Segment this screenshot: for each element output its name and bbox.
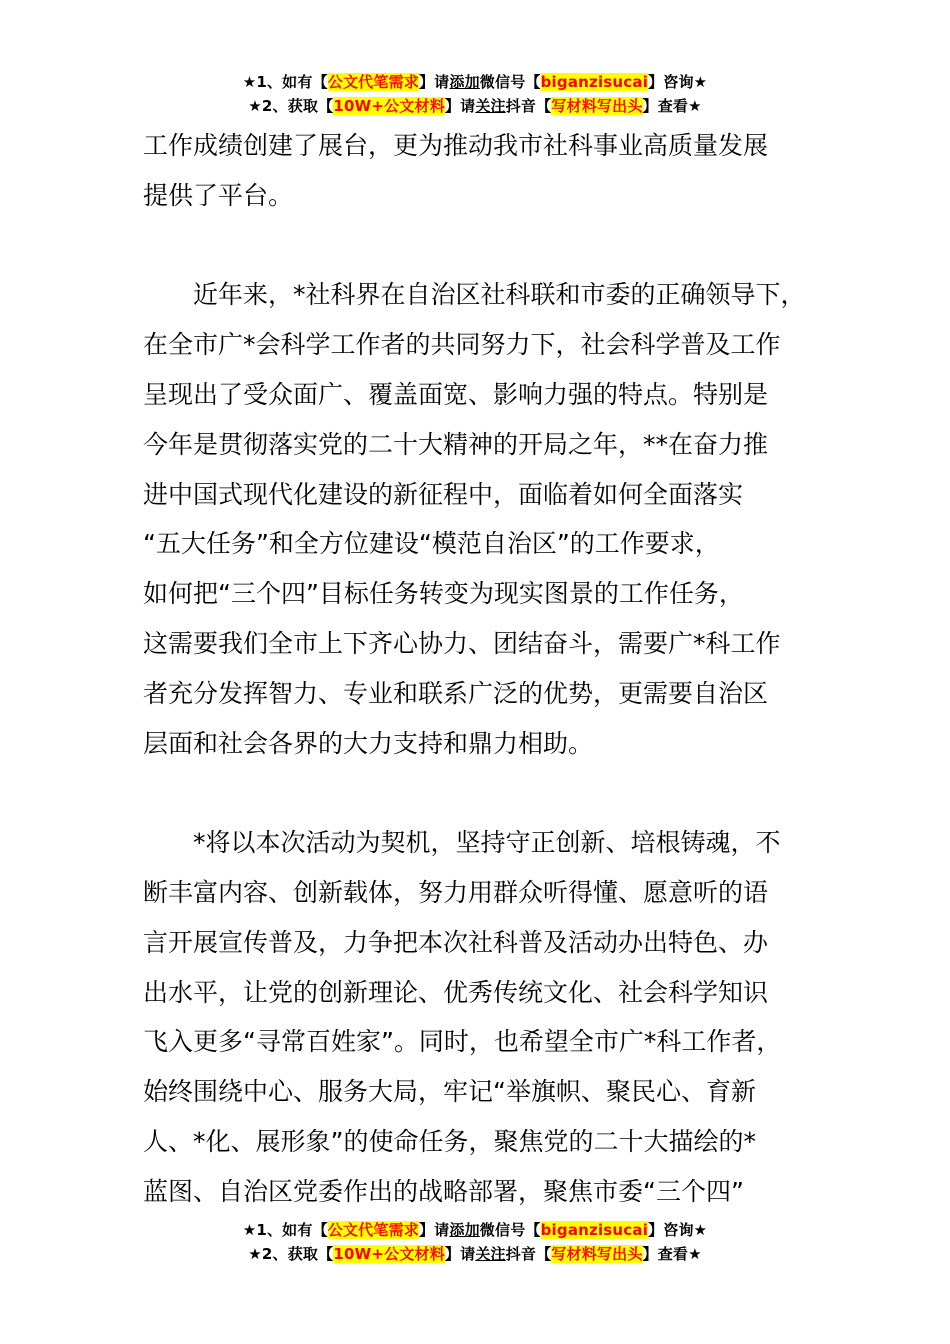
banner-text: 】咨询★ [648,73,708,91]
banner-text: ★2、获取【 [248,1245,334,1263]
banner-text: 】查看★ [642,97,702,115]
paragraph [143,121,843,221]
text-line: 者充分发挥智力、专业和联系广泛的优势，更需要自治区 [143,678,769,708]
text-line: 工作成绩创建了展台，更为推动我市社科事业高质量发展 [143,131,769,160]
footer-banner [0,1218,950,1266]
text-line: *将以本次活动为契机，坚持守正创新、培根铸魂，不 [143,828,781,858]
highlighted-text: biganzisucai [540,1221,649,1239]
paragraph-spacer [143,768,843,818]
text-line: 提供了平台。 [143,180,294,210]
text-line: 呈现出了受众面广、覆盖面宽、影响力强的特点。特别是 [143,379,769,409]
text-line: 始终围绕中心、服务大局，牢记“举旗帜、聚民心、育新 [143,1077,756,1107]
highlighted-text: 10W+公文材料 [333,1245,445,1263]
highlighted-text: 写材料写出头 [551,1245,643,1263]
text-line: 飞入更多“寻常百姓家”。同时，也希望全市广*科工作者， [143,1027,782,1057]
banner-line-1 [0,1218,950,1242]
paragraph-spacer [143,221,843,271]
banner-text: 】请 [444,97,476,115]
banner-text: ★1、如有【 [242,73,328,91]
text-line: 出水平，让党的创新理论、优秀传统文化、社会科学知识 [143,977,769,1007]
banner-text: 】咨询★ [648,1221,708,1239]
banner-text: 微信号【 [479,1221,541,1239]
banner-text: 】请 [444,1245,476,1263]
highlighted-text: 10W+公文材料 [333,97,445,115]
banner-text: ★2、获取【 [248,97,334,115]
text-line: 在全市广*会科学工作者的共同努力下，社会科学普及工作 [143,330,781,360]
header-banner [0,70,950,118]
text-line: 言开展宣传普及，力争把本次社科普及活动办出特色、办 [143,927,769,957]
paragraph [143,270,843,768]
underlined-text: 添加 [449,73,480,91]
banner-line-1 [0,70,950,94]
banner-text: 】请 [418,73,450,91]
document-body [143,121,843,1217]
text-line: 蓝图、自治区党委作出的战略部署，聚焦市委“三个四” [143,1176,744,1206]
text-line: 进中国式现代化建设的新征程中，面临着如何全面落实 [143,479,744,509]
banner-text: 】查看★ [642,1245,702,1263]
underlined-text: 关注 [475,97,506,115]
banner-text: ★1、如有【 [242,1221,328,1239]
banner-text: 抖音【 [505,1245,552,1263]
banner-text: 微信号【 [479,73,541,91]
banner-line-2 [0,94,950,118]
text-line: 今年是贯彻落实党的二十大精神的开局之年，**在奋力推 [143,429,769,459]
text-line: 人、*化、展形象”的使命任务，聚焦党的二十大描绘的* [143,1126,756,1156]
banner-text: 抖音【 [505,97,552,115]
highlighted-text: 写材料写出头 [551,97,643,115]
banner-line-2 [0,1242,950,1266]
highlighted-text: 公文代笔需求 [327,1221,419,1239]
text-line: “五大任务”和全方位建设“模范自治区”的工作要求， [143,529,720,559]
paragraph [143,818,843,1216]
text-line: 断丰富内容、创新载体，努力用群众听得懂、愿意听的语 [143,877,769,907]
underlined-text: 关注 [475,1245,506,1263]
highlighted-text: 公文代笔需求 [327,73,419,91]
underlined-text: 添加 [449,1221,480,1239]
text-line: 这需要我们全市上下齐心协力、团结奋斗，需要广*科工作 [143,628,781,658]
text-line: 近年来，*社科界在自治区社科联和市委的正确领导下， [143,280,806,310]
text-line: 层面和社会各界的大力支持和鼎力相助。 [143,728,594,758]
banner-text: 】请 [418,1221,450,1239]
text-line: 如何把“三个四”目标任务转变为现实图景的工作任务， [143,579,744,609]
highlighted-text: biganzisucai [540,73,649,91]
